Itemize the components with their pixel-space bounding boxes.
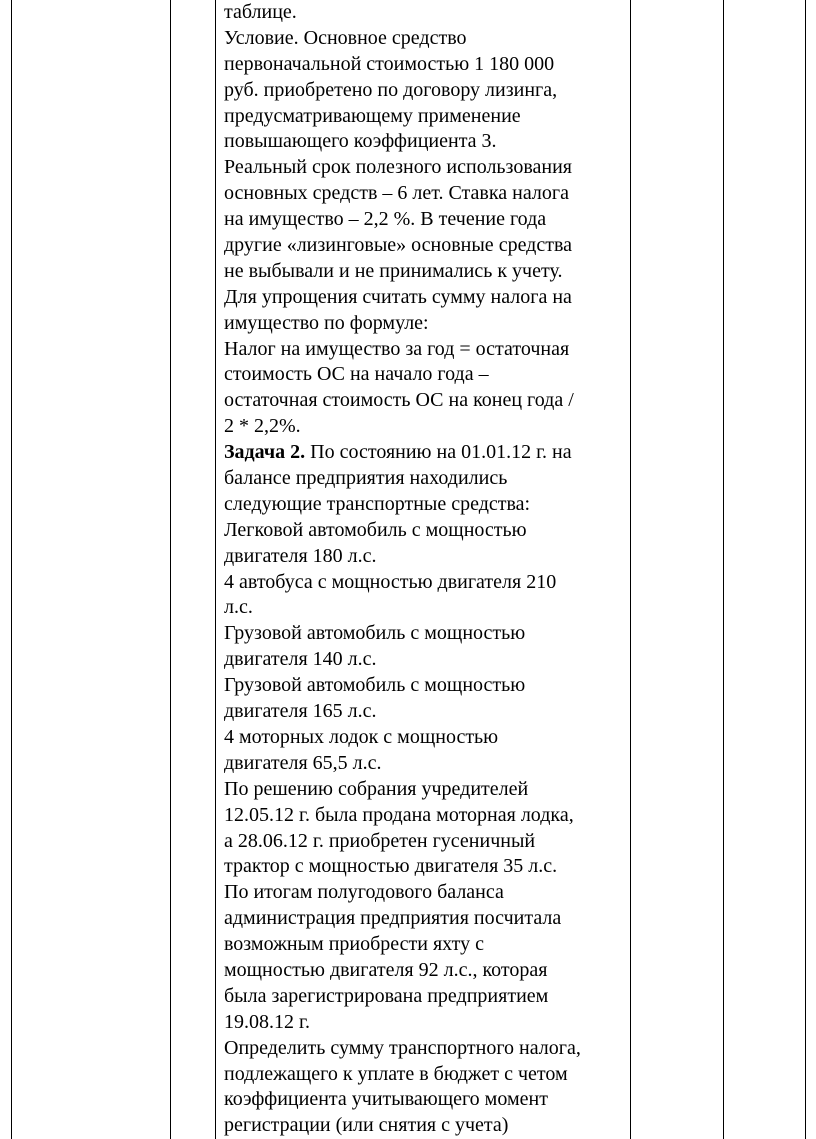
task2-line: По решению собрания учредителей: [224, 777, 529, 800]
task1-line: Условие. Основное средство: [224, 26, 467, 49]
task2-first-line-text: По состоянию на 01.01.12 г. на: [305, 441, 572, 464]
task1-line: Налог на имущество за год = остаточная: [224, 337, 570, 360]
task2-line: коэффициента учитывающего момент: [224, 1088, 548, 1111]
task1-line: другие «лизинговые» основные средства: [224, 234, 573, 257]
task1-line: не выбывали и не принимались к учету.: [224, 259, 563, 282]
task2-line: двигателя 180 л.с.: [224, 544, 377, 567]
table-border-right: [805, 0, 806, 1139]
task2-line: возможным приобрести яхту с: [224, 933, 485, 956]
task2-line: 4 моторных лодок с мощностью: [224, 725, 499, 748]
task1-line: таблице.: [224, 1, 297, 23]
task2-line: Определить сумму транспортного налога,: [224, 1036, 581, 1059]
task-text-cell: [224, 0, 629, 1139]
task1-line: основных средств – 6 лет. Ставка налога: [224, 182, 569, 205]
table-border-col1: [170, 0, 171, 1139]
task2-line: Легковой автомобиль с мощностью: [224, 518, 527, 541]
task2-line: следующие транспортные средства:: [224, 492, 531, 515]
task2-line: двигателя 65,5 л.с.: [224, 751, 382, 774]
task1-line: Реальный срок полезного использования: [224, 156, 572, 179]
task1-line: Для упрощения считать сумму налога на: [224, 285, 572, 308]
task1-line: повышающего коэффициента 3.: [224, 130, 497, 153]
task2-line: двигателя 140 л.с.: [224, 648, 377, 671]
task2-line: 4 автобуса с мощностью двигателя 210: [224, 570, 557, 593]
table-border-col3: [630, 0, 631, 1139]
task1-line: имущество по формуле:: [224, 311, 429, 334]
task2-line: 19.08.12 г.: [224, 1010, 310, 1033]
task2-line: трактор с мощностью двигателя 35 л.с.: [224, 855, 558, 878]
task2-line: 12.05.12 г. была продана моторная лодка,: [224, 803, 574, 826]
task2-line: л.с.: [224, 596, 253, 619]
task1-line: на имущество – 2,2 %. В течение года: [224, 208, 547, 231]
task2-heading: Задача 2.: [224, 441, 306, 464]
table-border-left: [11, 0, 12, 1139]
task2-line: подлежащего к уплате в бюджет с четом: [224, 1062, 568, 1085]
task1-line: стоимость ОС на начало года –: [224, 363, 489, 386]
task1-line: остаточная стоимость ОС на конец года /: [224, 389, 574, 412]
table-border-col2: [215, 0, 216, 1139]
task1-line: руб. приобретено по договору лизинга,: [224, 78, 558, 101]
task2-line: Грузовой автомобиль с мощностью: [224, 674, 526, 697]
task2-line: а 28.06.12 г. приобретен гусеничный: [224, 829, 536, 852]
task1-line: предусматривающему применение: [224, 104, 521, 127]
table-border-col4: [723, 0, 724, 1139]
task2-text: [224, 466, 629, 1139]
task2-line: мощностью двигателя 92 л.с., которая: [224, 958, 548, 981]
task2-line: балансе предприятия находились: [224, 467, 508, 490]
task2-line: двигателя 165 л.с.: [224, 700, 377, 723]
task2-line: была зарегистрирована предприятием: [224, 984, 549, 1007]
task1-line: 2 * 2,2%.: [224, 415, 301, 438]
task2-line: Грузовой автомобиль с мощностью: [224, 622, 526, 645]
task2-line: По итогам полугодового баланса: [224, 881, 504, 904]
task1-text: [224, 0, 629, 440]
task2-line: администрация предприятия посчитала: [224, 907, 562, 930]
task2-line: регистрации (или снятия с учета): [224, 1114, 509, 1137]
task1-line: первоначальной стоимостью 1 180 000: [224, 52, 555, 75]
task2-first-line: [224, 440, 629, 466]
